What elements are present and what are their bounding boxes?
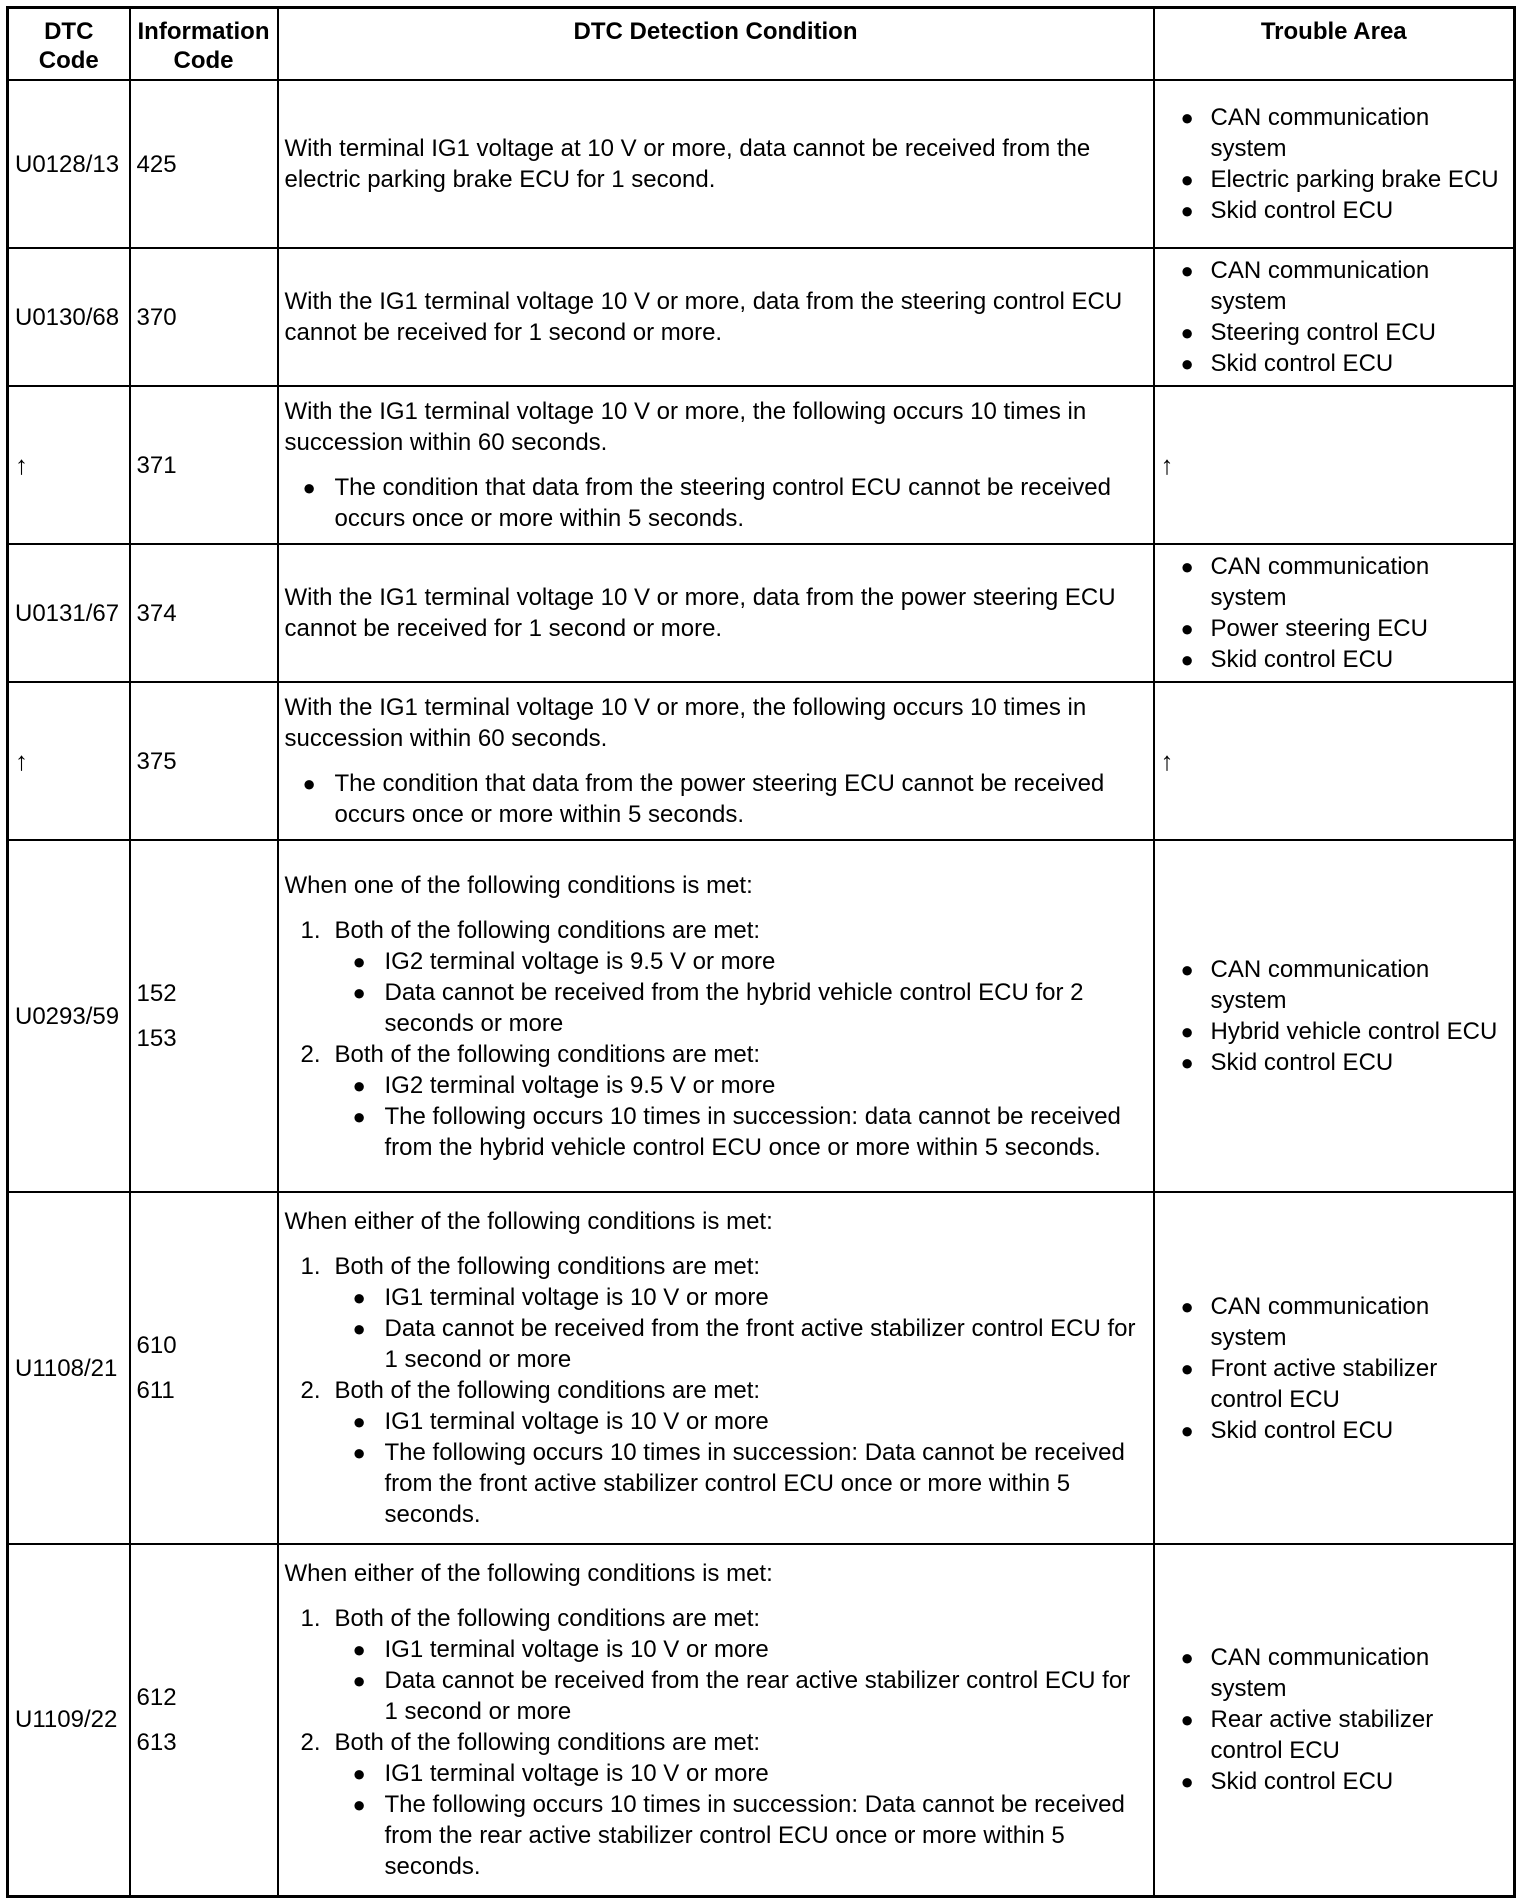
trouble-item: ● CAN communication system — [1161, 102, 1508, 164]
condition-bullet: ● IG1 terminal voltage is 10 V or more — [335, 1758, 1147, 1789]
condition-intro: When either of the following conditions is met: — [284, 1208, 773, 1235]
condition-item — [285, 1251, 1147, 1375]
same-as-above-arrow: ↑ — [8, 386, 130, 544]
info-code-cell — [130, 80, 278, 248]
trouble-item: ● Skid control ECU — [1161, 644, 1508, 675]
condition-text: With the IG1 terminal voltage 10 V or more, data from the power steering ECU cannot be received for 1 second or more. — [284, 584, 1116, 642]
condition-bullet: ● Data cannot be received from the rear active stabilizer control ECU for 1 second or more — [335, 1665, 1147, 1727]
dtc-code-cell: U0128/13 — [8, 80, 130, 248]
item-number: 1. — [300, 916, 321, 944]
condition-bullet: ● IG1 terminal voltage is 10 V or more — [335, 1282, 1147, 1313]
condition-bullet: ● IG2 terminal voltage is 9.5 V or more — [335, 1070, 1147, 1101]
info-code-cell — [130, 1192, 278, 1544]
dtc-code-cell: U0293/59 — [8, 840, 130, 1192]
trouble-area-cell — [1154, 80, 1515, 248]
condition-cell — [278, 1544, 1154, 1896]
table-row — [8, 682, 1515, 840]
info-code-cell — [130, 248, 278, 386]
dtc-code-cell: U0130/68 — [8, 248, 130, 386]
table-row — [8, 1544, 1515, 1896]
dtc-code-cell: U0131/67 — [8, 544, 130, 682]
table-row — [8, 80, 1515, 248]
dtc-table — [6, 6, 1516, 1898]
condition-cell — [278, 544, 1154, 682]
item-text: Both of the following conditions are met: — [334, 1253, 761, 1280]
table-row — [8, 840, 1515, 1192]
item-number: 1. — [300, 1253, 321, 1280]
condition-cell — [278, 248, 1154, 386]
table-row — [8, 1192, 1515, 1544]
trouble-item: ● CAN communication system — [1161, 1291, 1508, 1353]
info-code-cell — [130, 1544, 278, 1896]
info-code: 425 — [136, 150, 177, 178]
condition-text: With the IG1 terminal voltage 10 V or more, the following occurs 10 times in succession within 60 seconds. — [284, 694, 1087, 752]
table-header-row — [8, 8, 1515, 81]
info-code: 371 — [136, 451, 177, 479]
info-code: 611 — [136, 1377, 175, 1404]
trouble-item: ● Steering control ECU — [1161, 317, 1508, 348]
trouble-item: ● Electric parking brake ECU — [1161, 164, 1508, 195]
trouble-item: ● Skid control ECU — [1161, 1415, 1508, 1446]
item-number: 2. — [300, 1728, 321, 1756]
same-as-above-arrow: ↑ — [1154, 682, 1515, 840]
condition-item — [285, 1039, 1147, 1163]
trouble-item: ● CAN communication system — [1161, 255, 1508, 317]
condition-bullet: ● IG2 terminal voltage is 9.5 V or more — [335, 946, 1147, 977]
info-code: 613 — [136, 1728, 177, 1756]
condition-item — [285, 915, 1147, 1039]
condition-cell — [278, 682, 1154, 840]
trouble-item: ● CAN communication system — [1161, 551, 1508, 613]
info-code-cell — [130, 544, 278, 682]
trouble-area-cell — [1154, 1192, 1515, 1544]
trouble-item: ● Skid control ECU — [1161, 195, 1508, 226]
condition-cell — [278, 1192, 1154, 1544]
info-code: 152 — [136, 980, 177, 1007]
info-code: 153 — [136, 1025, 177, 1052]
condition-intro: When one of the following conditions is met: — [284, 871, 753, 899]
info-code: 375 — [136, 747, 177, 775]
dtc-code-cell: U1109/22 — [8, 1544, 130, 1896]
info-code-cell — [130, 386, 278, 544]
trouble-item: ● Skid control ECU — [1161, 1047, 1508, 1078]
same-as-above-arrow: ↑ — [1154, 386, 1515, 544]
condition-bullet: ● The following occurs 10 times in succession: Data cannot be received from the front active stabilizer control ECU once or more within 5 seconds. — [335, 1437, 1147, 1530]
trouble-item: ● CAN communication system — [1161, 954, 1508, 1016]
same-as-above-arrow: ↑ — [8, 682, 130, 840]
table-row — [8, 248, 1515, 386]
info-code: 610 — [136, 1332, 177, 1359]
trouble-area-cell — [1154, 840, 1515, 1192]
trouble-item: ● Skid control ECU — [1161, 348, 1508, 379]
condition-item — [285, 1727, 1147, 1882]
trouble-item: ● Power steering ECU — [1161, 613, 1508, 644]
header-detection-condition: DTC Detection Condition — [278, 8, 1154, 81]
trouble-item: ● Rear active stabilizer control ECU — [1161, 1704, 1508, 1766]
header-trouble-area: Trouble Area — [1154, 8, 1515, 81]
condition-bullet: ● IG1 terminal voltage is 10 V or more — [335, 1634, 1147, 1665]
condition-bullet: ● The condition that data from the steering control ECU cannot be received occurs once or more within 5 seconds. — [285, 472, 1147, 534]
condition-text: With the IG1 terminal voltage 10 V or more, data from the steering control ECU cannot be received for 1 second or more. — [284, 288, 1123, 346]
condition-bullet: ● The condition that data from the power steering ECU cannot be received occurs once or more within 5 seconds. — [285, 768, 1147, 830]
condition-intro: When either of the following conditions is met: — [284, 1559, 773, 1587]
condition-text: With the IG1 terminal voltage 10 V or more, the following occurs 10 times in succession within 60 seconds. — [284, 398, 1087, 456]
trouble-item: ● Skid control ECU — [1161, 1766, 1508, 1797]
item-number: 2. — [300, 1377, 321, 1404]
trouble-area-cell — [1154, 544, 1515, 682]
info-code: 370 — [136, 303, 177, 331]
condition-cell — [278, 80, 1154, 248]
table-row — [8, 544, 1515, 682]
condition-item — [285, 1603, 1147, 1727]
condition-item — [285, 1375, 1147, 1530]
trouble-item: ● Hybrid vehicle control ECU — [1161, 1016, 1508, 1047]
item-text: Both of the following conditions are met: — [334, 1040, 761, 1068]
trouble-item: ● CAN communication system — [1161, 1642, 1508, 1704]
condition-text: With terminal IG1 voltage at 10 V or more, data cannot be received from the electric parking brake ECU for 1 second. — [284, 135, 1091, 193]
trouble-area-cell — [1154, 248, 1515, 386]
item-number: 1. — [300, 1604, 321, 1632]
item-number: 2. — [300, 1040, 321, 1068]
info-code: 612 — [136, 1683, 177, 1711]
trouble-area-cell — [1154, 1544, 1515, 1896]
table-row — [8, 386, 1515, 544]
condition-bullet: ● IG1 terminal voltage is 10 V or more — [335, 1406, 1147, 1437]
info-code-cell — [130, 840, 278, 1192]
header-information-code: Information Code — [130, 8, 278, 81]
condition-cell — [278, 386, 1154, 544]
condition-bullet: ● Data cannot be received from the hybrid vehicle control ECU for 2 seconds or more — [335, 977, 1147, 1039]
condition-bullet: ● Data cannot be received from the front active stabilizer control ECU for 1 second or more — [335, 1313, 1147, 1375]
item-text: Both of the following conditions are met: — [334, 916, 761, 944]
header-dtc-code: DTC Code — [8, 8, 130, 81]
dtc-code-cell: U1108/21 — [8, 1192, 130, 1544]
condition-cell — [278, 840, 1154, 1192]
item-text: Both of the following conditions are met: — [334, 1604, 761, 1632]
condition-bullet: ● The following occurs 10 times in succession: Data cannot be received from the rear active stabilizer control ECU once or more within 5 seconds. — [335, 1789, 1147, 1882]
item-text: Both of the following conditions are met: — [334, 1377, 761, 1404]
condition-bullet: ● The following occurs 10 times in succession: data cannot be received from the hybrid vehicle control ECU once or more within 5 seconds. — [335, 1101, 1147, 1163]
item-text: Both of the following conditions are met: — [334, 1728, 761, 1756]
info-code-cell — [130, 682, 278, 840]
info-code: 374 — [136, 599, 177, 627]
trouble-item: ● Front active stabilizer control ECU — [1161, 1353, 1508, 1415]
